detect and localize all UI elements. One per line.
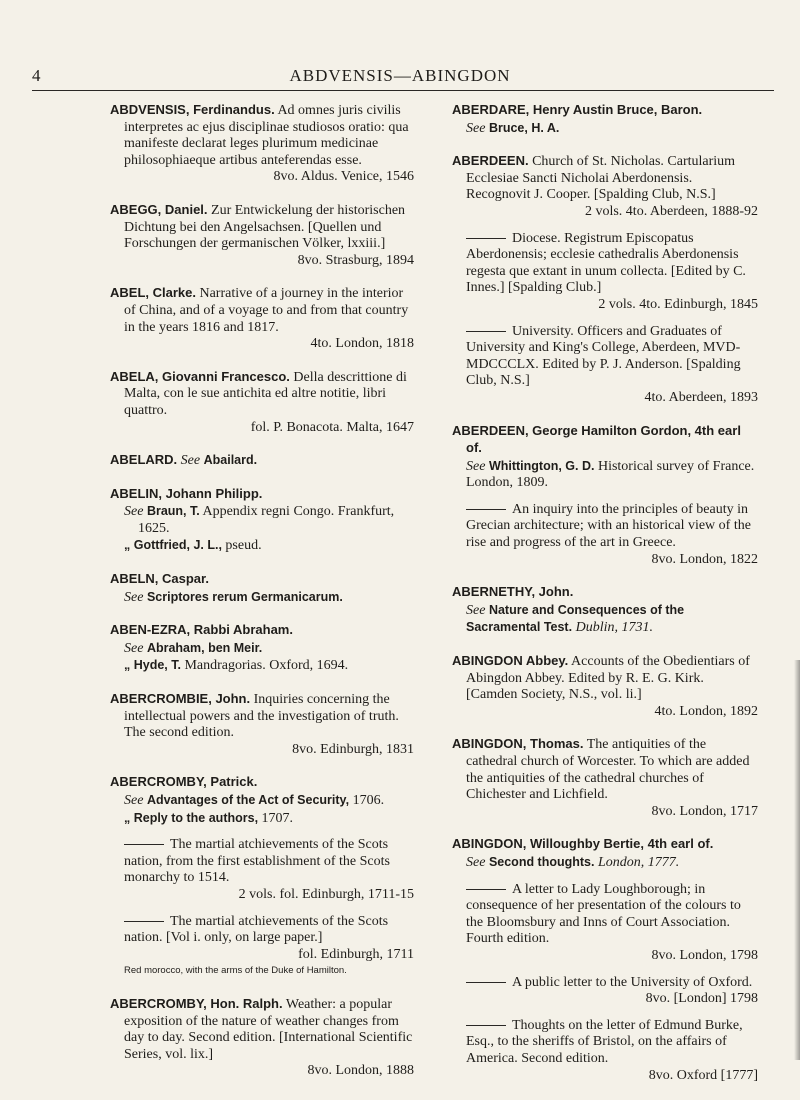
catalogue-entry <box>452 153 758 406</box>
entry-text: Historical survey of France. London, 1809. <box>466 458 755 491</box>
entry-heading: ABERCROMBY, Hon. Ralph. <box>110 995 283 1011</box>
catalogue-entry <box>452 102 758 137</box>
cross-reference: „ Gottfried, J. L., <box>124 538 222 553</box>
entry-imprint: 8vo. Strasburg, 1894 <box>297 252 414 268</box>
page-edge-shadow <box>794 660 800 1060</box>
catalogue-entry <box>110 774 414 980</box>
right-column <box>452 102 758 1100</box>
catalogue-entry <box>452 653 758 720</box>
cross-reference: „ Reply to the authors, <box>124 810 259 825</box>
catalogue-entry <box>110 202 414 269</box>
entry-text: Dublin, 1731. <box>575 620 653 636</box>
entry-text: The martial atchievements of the Scots nation. [Vol i. only, on large paper.] <box>124 913 389 946</box>
page-number: 4 <box>32 66 41 85</box>
entry-imprint: 4to. London, 1818 <box>310 336 414 352</box>
entry-imprint: 8vo. London, 1798 <box>651 947 758 963</box>
cross-reference: Nature and Consequences of the Sacramental Test. <box>466 602 685 635</box>
entry-text: The antiquities of the cathedral church of Worcester. To which are added the antiquities of the cathedral churches of Chichester and Lichfield. <box>466 737 750 803</box>
entry-text: Ad omnes juris civilis interpretes ac ejus disciplinae studiosos oratio: qua manifeste declarat leges plurimum medicinae philosophiaeque artibus anteferendas esse. <box>124 103 409 168</box>
cross-reference: Abailard. <box>203 453 258 468</box>
cross-reference: „ Hyde, T. <box>124 658 181 673</box>
entry-heading: ABINGDON, Thomas. <box>452 736 584 752</box>
catalogue-entry <box>110 691 414 758</box>
catalogue-entry <box>452 584 758 637</box>
entry-heading: ABEL, Clarke. <box>110 285 196 301</box>
cross-reference: Braun, T. <box>146 504 200 519</box>
entry-imprint: 8vo. Oxford [1777] <box>648 1067 758 1083</box>
running-head: ABDVENSIS—ABINGDON <box>289 66 511 85</box>
entry-imprint: 2 vols. 4to. Edinburgh, 1845 <box>598 296 758 312</box>
entry-imprint: 8vo. London, 1717 <box>651 803 758 819</box>
ditto-dash <box>124 921 164 922</box>
entry-text: A public letter to the University of Oxford. <box>512 974 753 990</box>
see-label: See <box>180 453 201 469</box>
entry-imprint: 4to. London, 1892 <box>654 703 758 719</box>
entry-heading: ABINGDON Abbey. <box>452 653 569 669</box>
see-label: See <box>466 854 486 870</box>
entry-text: London, 1777. <box>598 854 680 870</box>
see-label: See <box>124 589 144 605</box>
entry-imprint: 8vo. London, 1888 <box>307 1063 414 1079</box>
ditto-dash <box>466 1025 506 1026</box>
entry-imprint: fol. Edinburgh, 1711 <box>298 946 414 962</box>
ditto-dash <box>466 331 506 332</box>
entry-imprint: fol. P. Bonacota. Malta, 1647 <box>250 419 414 435</box>
see-label: See <box>466 120 486 136</box>
catalogue-entry <box>110 285 414 352</box>
see-label: See <box>124 504 144 520</box>
entry-heading: ABINGDON, Willoughby Bertie, 4th earl of. <box>452 836 714 852</box>
entry-heading: ABERCROMBY, Patrick. <box>110 774 258 790</box>
entry-heading: ABERDEEN. <box>452 153 529 169</box>
entry-heading: ABEGG, Daniel. <box>110 201 208 217</box>
entry-heading: ABDVENSIS, Ferdinandus. <box>110 102 275 117</box>
cross-reference: Second thoughts. <box>488 854 595 869</box>
entry-text: Inquiries concerning the intellectual powers and the investigation of truth. The second edition. <box>124 692 399 741</box>
entry-text: An inquiry into the principles of beauty in Grecian architecture; with an historical view of the rise and progress of the art in Greece. <box>466 501 751 551</box>
entry-text: 1706. <box>352 793 385 808</box>
entry-imprint: 8vo. Aldus. Venice, 1546 <box>273 169 414 185</box>
entry-text: Church of St. Nicholas. Cartularium Ecclesiae Sancti Nicholai Aberdonensis. Recognovit J. Cooper. [Spalding Club, N.S.] <box>466 154 736 203</box>
entry-text: Weather: a popular exposition of the nature of weather changes from day to day. Second edition. [International Scientific Series, vol. lix.] <box>124 996 413 1062</box>
entry-heading: ABELARD. <box>110 452 178 468</box>
catalogue-entry <box>452 836 758 1084</box>
catalogue-entry <box>110 486 414 555</box>
page-header <box>0 66 800 96</box>
ditto-dash <box>466 889 506 890</box>
entry-heading: ABERDARE, Henry Austin Bruce, Baron. <box>452 102 703 117</box>
entry-text: Mandragorias. Oxford, 1694. <box>184 658 349 674</box>
cross-reference: Whittington, G. D. <box>488 458 595 473</box>
ditto-dash <box>466 982 506 983</box>
entry-imprint: 2 vols. fol. Edinburgh, 1711-15 <box>238 886 414 902</box>
entry-imprint: 8vo. London, 1822 <box>651 551 758 567</box>
entry-heading: ABEN-EZRA, Rabbi Abraham. <box>110 622 293 638</box>
cross-reference: Abraham, ben Meir. <box>146 640 263 655</box>
entry-heading: ABELA, Giovanni Francesco. <box>110 368 290 384</box>
ditto-dash <box>466 238 506 239</box>
entry-heading: ABERDEEN, George Hamilton Gordon, 4th earl of. <box>452 422 741 456</box>
see-label: See <box>124 640 144 656</box>
entry-text: Della descrittione di Malta, con le sue antichita ed altre notitie, libri quattro. <box>124 369 407 418</box>
catalogue-entry <box>110 369 414 436</box>
entry-imprint: 4to. Aberdeen, 1893 <box>644 389 758 405</box>
entry-imprint: 8vo. [London] 1798 <box>645 991 758 1007</box>
catalogue-entry <box>452 423 758 569</box>
entry-text: Accounts of the Obedientiars of Abingdon Abbey. Edited by R. E. G. Kirk. [Camden Society, N.S., vol. li.] <box>466 654 750 703</box>
see-label: See <box>466 602 486 618</box>
entry-text: Zur Entwickelung der historischen Dichtung bei den Angelsachsen. [Quellen und Forschungen der germanischen Völker, lxxiii.] <box>124 202 406 252</box>
left-column <box>110 102 414 1096</box>
entry-text: The martial atchievements of the Scots nation, from the first establishment of the Scots monarchy to 1514. <box>124 837 390 886</box>
catalogue-entry <box>110 996 414 1080</box>
entry-text: 1707. <box>261 810 294 826</box>
entry-heading: ABERCROMBIE, John. <box>110 691 251 707</box>
entry-text: A letter to Lady Loughborough; in consequence of her presentation of the colours to the Bloomsbury and Inns of Court Association. Fourth edition. <box>466 881 741 947</box>
entry-heading: ABELIN, Johann Philipp. <box>110 485 263 501</box>
see-label: See <box>124 793 144 808</box>
catalogue-entry <box>110 102 414 186</box>
entry-text: Narrative of a journey in the interior of China, and of a voyage to and from that country in the years 1816 and 1817. <box>124 286 409 335</box>
cross-reference: Scriptores rerum Germanicarum. <box>146 589 343 604</box>
binding-note: Red morocco, with the arms of the Duke of Hamilton. <box>124 965 347 977</box>
entry-imprint: 8vo. Edinburgh, 1831 <box>292 741 414 757</box>
entry-text: Thoughts on the letter of Edmund Burke, Esq., to the sheriffs of Bristol, on the affairs of America. Second edition. <box>466 1017 743 1066</box>
entry-text: pseud. <box>225 538 262 554</box>
ditto-dash <box>124 844 164 845</box>
entry-text: Appendix regni Congo. Frankfurt, 1625. <box>138 504 395 536</box>
entry-imprint: 2 vols. 4to. Aberdeen, 1888-92 <box>584 203 758 219</box>
catalogue-entry <box>110 622 414 675</box>
entry-text: Diocese. Registrum Episcopatus Aberdonensis; ecclesie cathedralis Aberdonensis regesta que extant in unum collecta. [Edited by C. Innes.] [Spalding Club.] <box>466 230 746 296</box>
catalogue-entry <box>110 452 414 470</box>
entry-text: University. Officers and Graduates of University and King's College, Aberdeen, MVD-MDCCCLX. Edited by P. J. Anderson. [Spalding Club, N.S.] <box>466 323 741 389</box>
see-label: See <box>466 458 486 474</box>
cross-reference: Advantages of the Act of Security, <box>146 793 350 807</box>
ditto-dash <box>466 509 506 510</box>
catalogue-entry <box>452 736 758 820</box>
cross-reference: Bruce, H. A. <box>488 120 560 135</box>
entry-heading: ABELN, Caspar. <box>110 571 209 587</box>
catalogue-entry <box>110 571 414 606</box>
entry-heading: ABERNETHY, John. <box>452 584 574 600</box>
header-rule <box>32 90 774 91</box>
